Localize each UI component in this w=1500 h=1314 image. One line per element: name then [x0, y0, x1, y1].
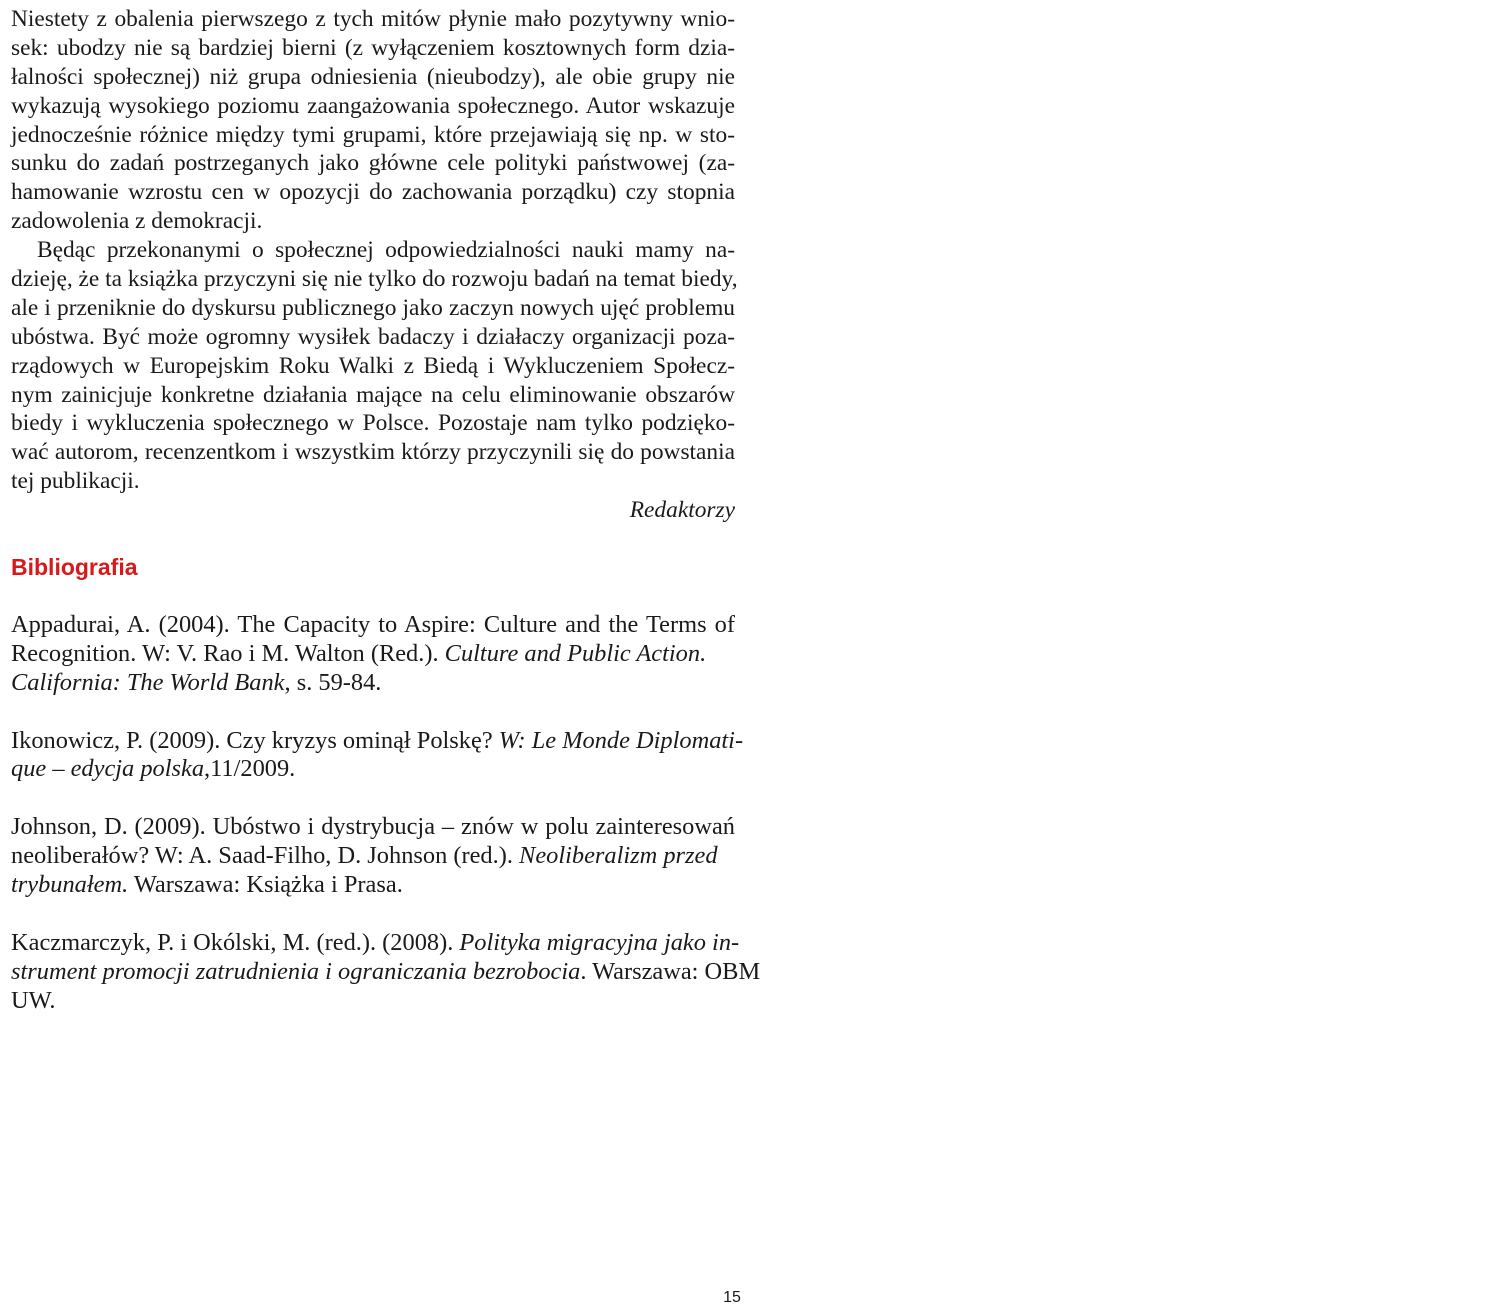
bibliography-entry [11, 726, 744, 785]
text-line: zadowolenia z demokracji. [11, 208, 263, 235]
text-line: biedy i wykluczenia społecznego w Polsce. Pozostaje nam tylko podzięko- [11, 410, 735, 437]
bibliography-heading: Bibliografia [11, 554, 138, 580]
ref-text: Appadurai, A. (2004). The Capacity to Aspire: Culture and the Terms of [11, 611, 735, 638]
text-line: nym zainicjuje konkretne działania mające na celu eliminowanie obszarów [11, 381, 735, 408]
ref-text: UW. [11, 986, 56, 1014]
text-line: łalności społecznej) niż grupa odniesienia (nieubodzy), ale obie grupy nie [11, 63, 735, 90]
text-line: ubóstwa. Być może ogromny wysiłek badaczy i działaczy organizacji poza- [11, 323, 735, 350]
ref-italic-text: Polityka migracyjna jako in- [459, 928, 740, 956]
text-line: tej publikacji. [11, 468, 140, 495]
ref-text: , s. 59-84. [284, 668, 382, 696]
page-number: 15 [723, 1289, 741, 1306]
ref-text: neoliberałów? W: A. Saad-Filho, D. Johnson (red.). [11, 842, 520, 870]
ref-italic-text: Culture and Public Action. [444, 639, 707, 667]
ref-italic-text: Neoliberalizm przed [519, 842, 718, 870]
text-line: jednocześnie różnice między tymi grupami, które przejawiają się np. w sto- [11, 121, 735, 148]
text-line: hamowanie wzrostu cen w opozycji do zachowania porządku) czy stopnia [11, 179, 735, 206]
ref-italic-text: W: Le Monde Diplomati- [498, 726, 744, 754]
ref-italic-text: que – edycja polska [11, 755, 205, 783]
paragraph-2 [11, 236, 738, 496]
ref-text: Recognition. W: V. Rao i M. Walton (Red.). [11, 639, 445, 667]
main-text-column [11, 5, 738, 525]
bibliography-entry [11, 813, 735, 900]
text-line: Będąc przekonanymi o społecznej odpowiedzialności nauki mamy na- [37, 237, 735, 264]
ref-text: Kaczmarczyk, P. i Okólski, M. (red.). (2008). [11, 928, 460, 956]
signature: Redaktorzy [629, 497, 735, 524]
ref-line [11, 813, 735, 842]
text-line: sek: ubodzy nie są bardziej bierni (z wyłączeniem kosztownych form dzia- [11, 34, 735, 61]
text-line: wykazują wysokiego poziomu zaangażowania społecznego. Autor wskazuje [11, 92, 735, 119]
ref-italic-text: trybunałem. [11, 871, 129, 899]
ref-text: ,11/2009. [204, 755, 296, 783]
text-line: wać autorom, recenzentkom i wszystkim którzy przyczynili się do powstania [11, 439, 735, 466]
ref-text: . Warszawa: OBM [580, 957, 761, 985]
ref-italic-text: California: The World Bank [11, 668, 285, 696]
ref-text: Warszawa: Książka i Prasa. [128, 871, 403, 899]
ref-line [11, 987, 735, 1016]
text-line: dzieję, że ta książka przyczyni się nie tylko do rozwoju badań na temat biedy, [11, 266, 738, 293]
ref-line [11, 640, 735, 669]
ref-line [11, 669, 735, 698]
paragraph-1 [11, 5, 735, 236]
bibliography-entry [11, 611, 735, 698]
ref-italic-text: strument promocji zatrudnienia i ograniczania bezrobocia [11, 957, 581, 985]
ref-line [11, 842, 735, 871]
ref-line [11, 611, 735, 640]
text-line: ale i przeniknie do dyskursu publicznego jako zaczyn nowych ujęć problemu [11, 294, 735, 321]
bibliography-entry [11, 928, 761, 1016]
text-line: sunku do zadań postrzeganych jako główne cele polityki państwowej (za- [11, 150, 735, 177]
ref-text: Ikonowicz, P. (2009). Czy kryzys ominął Polskę? [11, 726, 499, 754]
ref-line [11, 957, 761, 987]
ref-line [11, 871, 735, 900]
bibliography-list [11, 611, 761, 1044]
text-line: Niestety z obalenia pierwszego z tych mitów płynie mało pozytywny wnio- [11, 6, 735, 32]
ref-text: Johnson, D. (2009). Ubóstwo i dystrybucja – znów w polu zainteresowań [11, 813, 735, 841]
ref-line [11, 928, 740, 958]
text-line: rządowych w Europejskim Roku Walki z Biedą i Wykluczeniem Społecz- [11, 352, 735, 379]
ref-line [11, 755, 735, 784]
ref-line [11, 726, 744, 756]
